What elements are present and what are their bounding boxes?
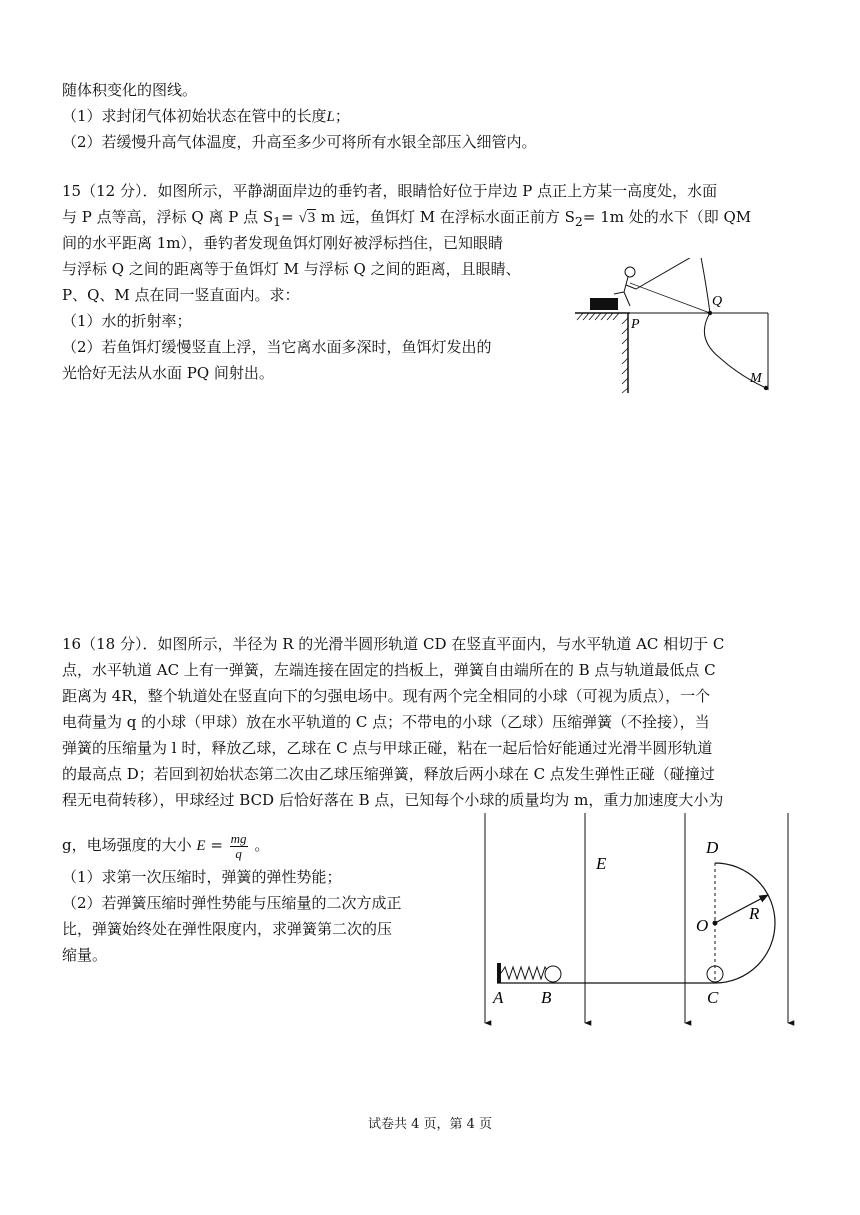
label-R: R xyxy=(749,904,760,923)
q16-line: 电荷量为 q 的小球（甲球）放在水平轨道的 C 点；不带电的小球（乙球）压缩弹簧（不拴接），当 xyxy=(62,713,710,731)
float-Q xyxy=(708,311,712,315)
light-M xyxy=(764,386,768,390)
q16-line: 16（18 分）．如图所示，半径为 R 的光滑半圆形轨道 CD 在竖直平面内，与水平轨道 AC 相切于 C xyxy=(62,635,725,653)
q15-line: 15（12 分）．如图所示，平静湖面岸边的垂钓者，眼睛恰好位于岸边 P 点正上方某一高度处，水面 xyxy=(62,182,718,200)
q15-line: 间的水平距离 1m），垂钓者发现鱼饵灯刚好被浮标挡住，已知眼睛 xyxy=(62,234,504,252)
label-B: B xyxy=(541,988,552,1007)
page-footer: 试卷共 4 页，第 4 页 xyxy=(367,1117,493,1132)
q15-line: （1）水的折射率； xyxy=(62,312,192,330)
q16-line: 点，水平轨道 AC 上有一弹簧，左端连接在固定的挡板上，弹簧自由端所在的 B 点与轨道最低点 C xyxy=(62,661,716,679)
fisherman-head xyxy=(625,267,635,277)
q16-line: 缩量。 xyxy=(62,946,108,964)
q16-line: （2）若弹簧压缩时弹性势能与压缩量的二次方成正 xyxy=(62,894,402,912)
text-line: （1）求封闭气体初始状态在管中的长度L； xyxy=(62,107,350,125)
ball-B xyxy=(545,966,561,982)
q15-line: （2）若鱼饵灯缓慢竖直上浮，当它离水面多深时，鱼饵灯发出的 xyxy=(62,338,492,356)
q15-line: 与 P 点等高，浮标 Q 离 P 点 $S_1= √3$ m 远，鱼饵灯 M 在浮标水面正前方 $S_2= 1m$ 处的水下（即 QM xyxy=(62,208,752,229)
q16-line: （1）求第一次压缩时，弹簧的弹性势能； xyxy=(62,868,342,886)
q16-line: 比，弹簧始终处在弹性限度内，求弹簧第二次的压 xyxy=(62,920,393,938)
q16-line: 距离为 4R，整个轨道处在竖直向下的匀强电场中。现有两个完全相同的小球（可视为质点），一个 xyxy=(62,687,711,705)
label-M: M xyxy=(750,371,762,386)
fishing-diagram xyxy=(570,258,780,398)
track-diagram xyxy=(475,813,805,1028)
label-E: E xyxy=(596,854,607,873)
q16-line: 程无电荷转移），甲球经过 BCD 后恰好落在 B 点，已知每个小球的质量均为 m，重力加速度大小为 xyxy=(62,791,724,809)
label-P: P xyxy=(631,317,640,332)
label-O: O xyxy=(696,916,709,935)
q15-line: 与浮标 Q 之间的距离等于鱼饵灯 M 与浮标 Q 之间的距离，且眼睛、 xyxy=(62,260,521,278)
q15-line: 光恰好无法从水面 PQ 间射出。 xyxy=(62,364,274,382)
label-Q: Q xyxy=(712,294,723,309)
q16-line: 弹簧的压缩量为 l 时，释放乙球，乙球在 C 点与甲球正碰，粘在一起后恰好能通过光滑半圆形轨道 xyxy=(62,739,713,757)
q16-line: g，电场强度的大小 E = $\frac{mg}{q}$ 。 xyxy=(62,830,270,861)
field-fraction: $\frac{mg}{q}$ xyxy=(230,830,247,861)
text-line: 随体积变化的图线。 xyxy=(62,81,198,99)
label-C: C xyxy=(707,988,719,1007)
q15-line: P、Q、M 点在同一竖直面内。求： xyxy=(62,286,300,304)
q16-line: 的最高点 D；若回到初始状态第二次由乙球压缩弹簧，释放后两小球在 C 点发生弹性正碰（碰撞过 xyxy=(62,765,715,783)
sqrt-expression: √3 xyxy=(298,210,316,226)
label-A: A xyxy=(493,988,504,1007)
label-D: D xyxy=(706,838,719,857)
text-line: （2）若缓慢升高气体温度，升高至多少可将所有水银全部压入细管内。 xyxy=(62,133,537,151)
